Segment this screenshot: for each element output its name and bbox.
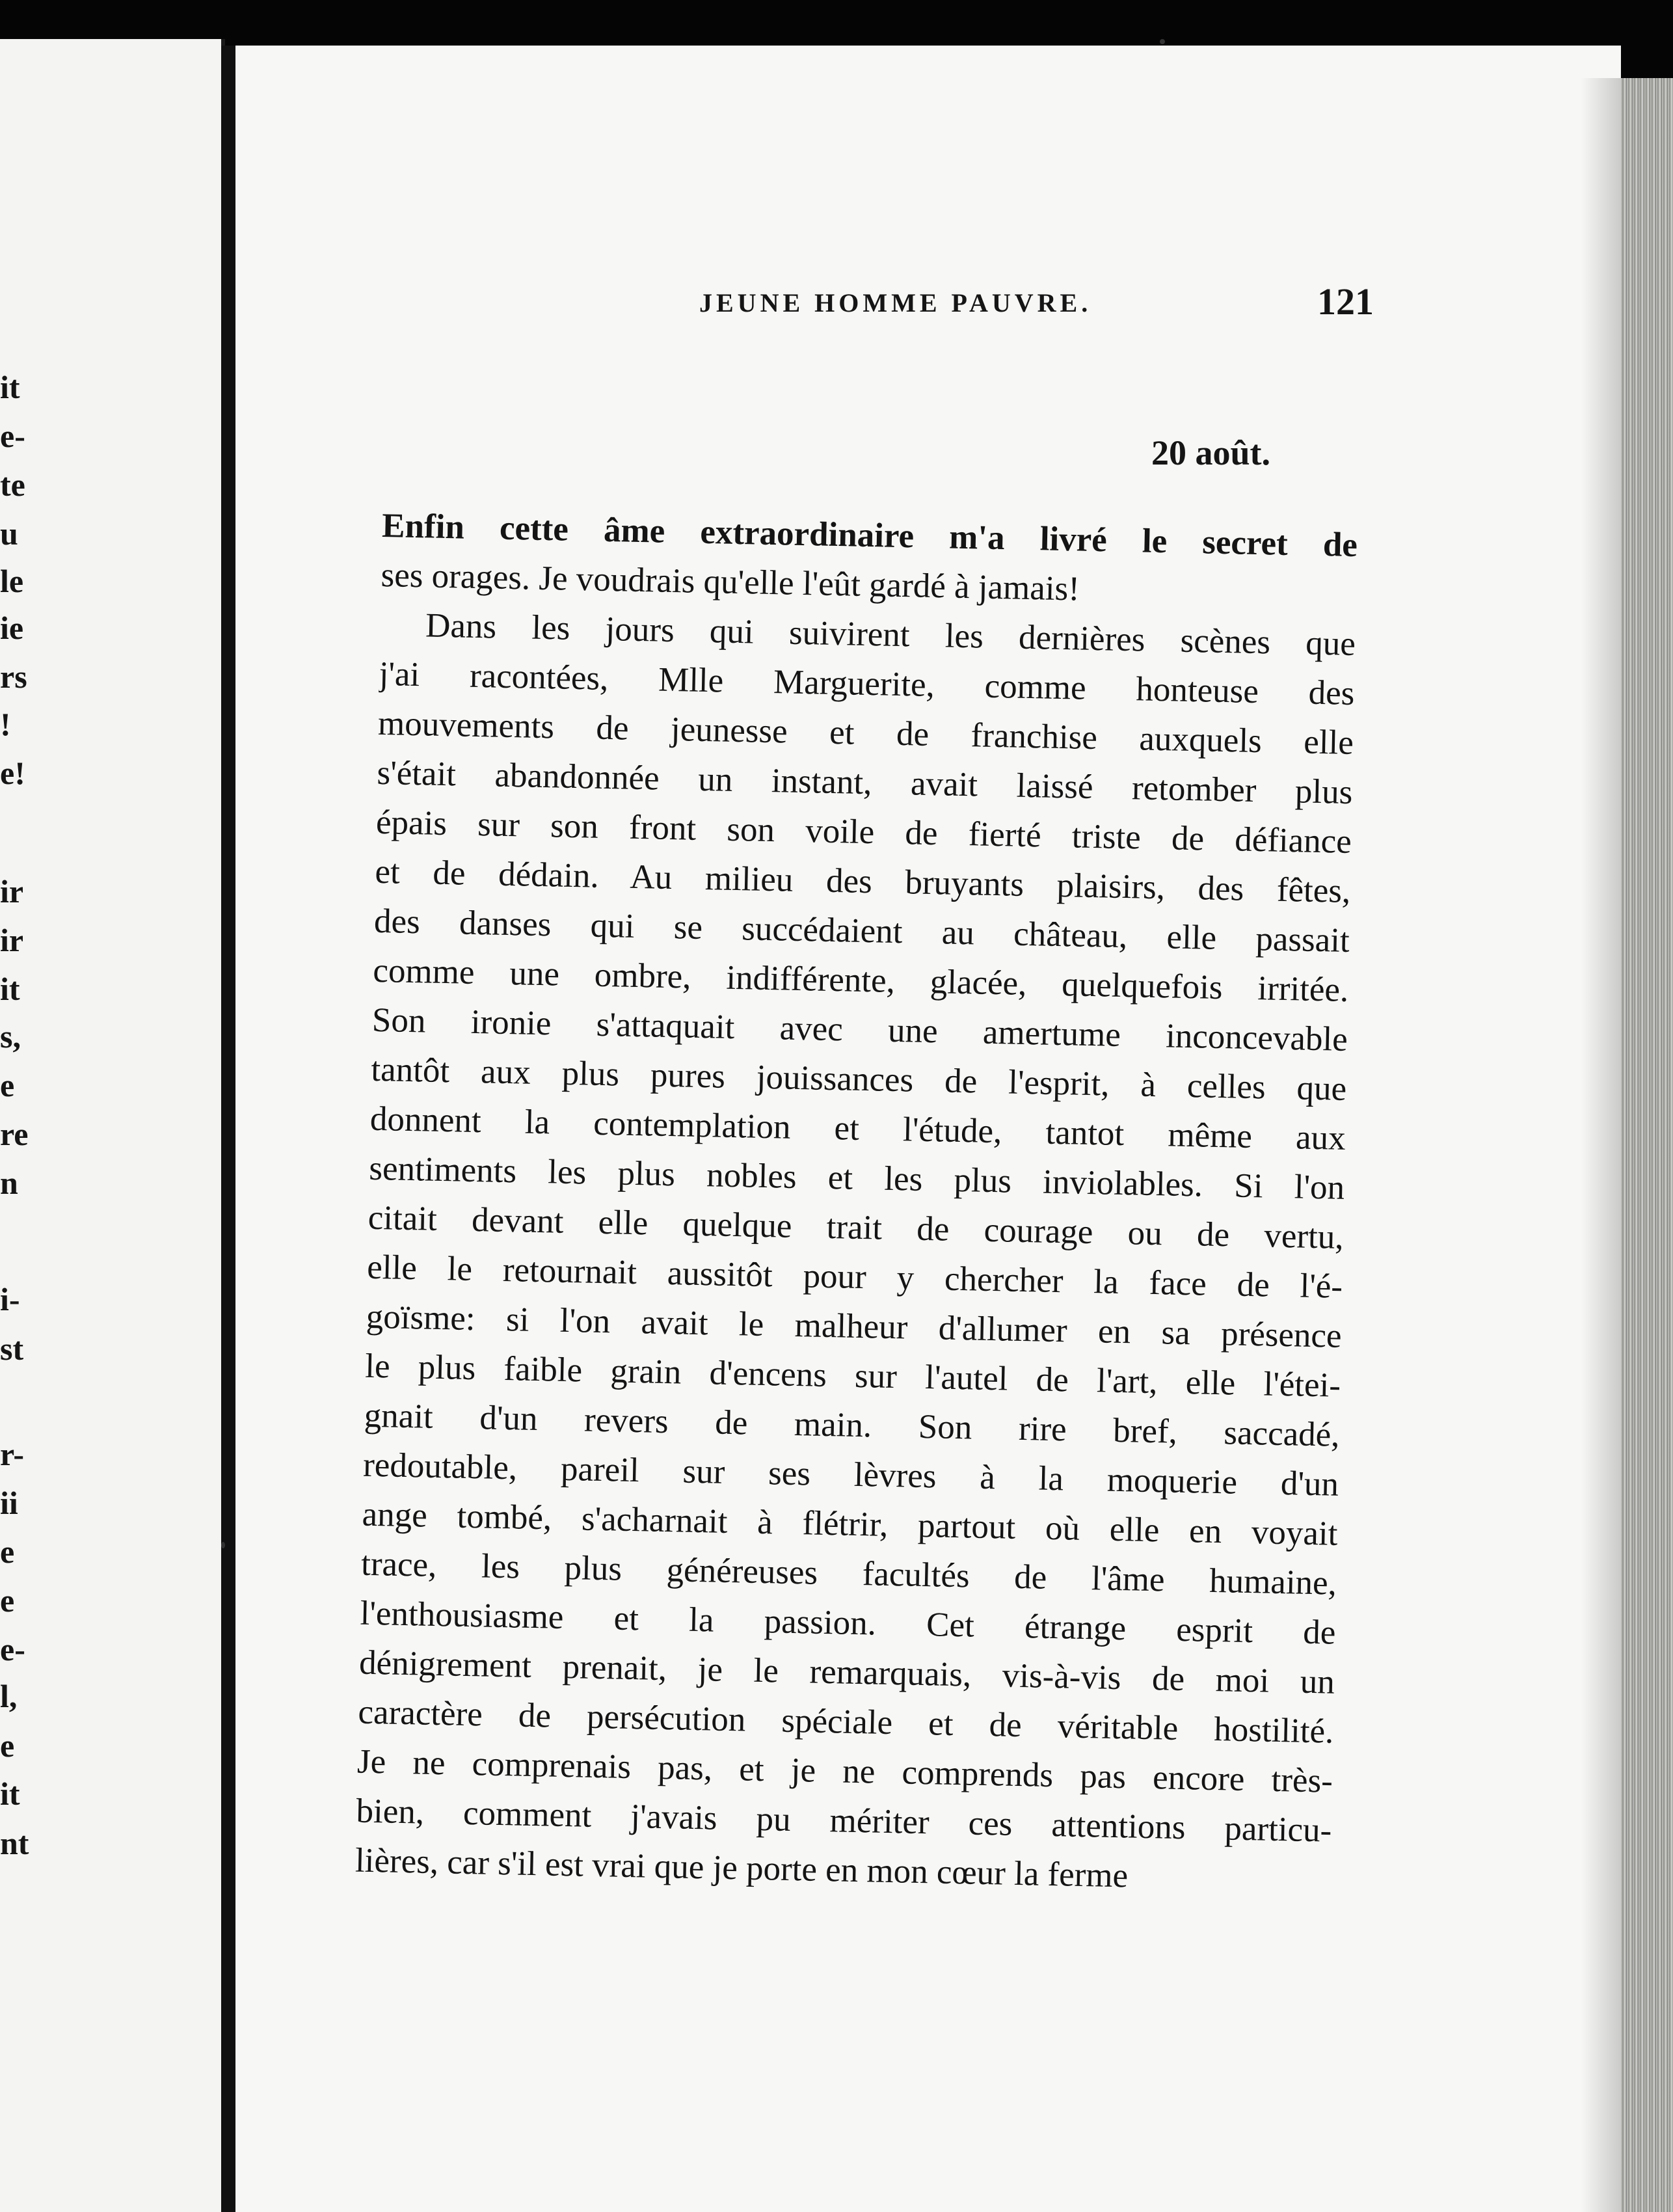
- previous-page-line-endings: [0, 39, 221, 2212]
- previous-page-fragment: it: [0, 1775, 20, 1812]
- previous-page-fragment: re: [0, 1116, 29, 1152]
- text-line: comme une ombre, indifférente, glacée, quelquefois irritée.: [372, 951, 1349, 1009]
- text-line: goïsme: si l'on avait le malheur d'allumer en sa présence: [366, 1297, 1343, 1355]
- dust-speck: [221, 1542, 225, 1548]
- running-title: JEUNE HOMME PAUVRE.: [699, 288, 1092, 317]
- text-line: trace, les plus généreuses facultés de l'âme humaine,: [360, 1544, 1337, 1602]
- dust-speck: [1160, 39, 1165, 44]
- previous-page-fragment: e: [0, 1067, 15, 1103]
- text-line: redoutable, pareil sur ses lèvres à la moquerie d'un: [362, 1446, 1339, 1504]
- previous-page-fragment: it: [0, 369, 20, 405]
- text-line: Son ironie s'attaquait avec une amertume inconcevable: [371, 1001, 1348, 1059]
- page-number: 121: [1317, 280, 1374, 323]
- text-line: dénigrement prenait, je le remarquais, vis-à-vis de moi un: [358, 1643, 1335, 1701]
- text-line: épais sur son front son voile de fierté triste de défiance: [375, 803, 1352, 861]
- previous-page-fragment: u: [0, 515, 18, 552]
- text-line: j'ai racontées, Mlle Marguerite, comme honteuse des: [379, 654, 1355, 713]
- entry-date: 20 août.: [1151, 433, 1271, 472]
- previous-page-fragment: e!: [0, 755, 25, 791]
- text-line: caractère de persécution spéciale et de véritable hostilité.: [358, 1693, 1334, 1751]
- previous-page-fragment: nt: [0, 1825, 29, 1861]
- previous-page-fragment: ie: [0, 610, 24, 646]
- text-line: s'était abandonnée un instant, avait laissé retomber plus: [377, 753, 1353, 812]
- text-line: mouvements de jeunesse et de franchise auxquels elle: [377, 704, 1354, 762]
- previous-page-fragment: st: [0, 1330, 24, 1367]
- previous-page-fragment: l,: [0, 1678, 18, 1714]
- previous-page-fragment: n: [0, 1165, 18, 1201]
- text-line: le plus faible grain d'encens sur l'autel de l'art, elle l'étei-: [364, 1347, 1341, 1405]
- previous-page-fragment: le: [0, 563, 24, 599]
- text-line: et de dédain. Au milieu des bruyants plaisirs, des fêtes,: [374, 852, 1351, 910]
- previous-page-fragment: i-: [0, 1281, 20, 1317]
- previous-page-fragment: it: [0, 971, 20, 1007]
- text-line: elle le retournait aussitôt pour y chercher la face de l'é-: [366, 1248, 1343, 1306]
- text-line: citait devant elle quelque trait de courage ou de vertu,: [368, 1198, 1345, 1256]
- text-line: tantôt aux plus pures jouissances de l'esprit, à celles que: [370, 1050, 1347, 1108]
- previous-page-fragment: rs: [0, 658, 27, 695]
- text-line: Enfin cette âme extraordinaire m'a livré le secret de: [381, 506, 1358, 565]
- previous-page-fragment: s,: [0, 1018, 21, 1055]
- previous-page-fragment: e: [0, 1727, 15, 1764]
- previous-page-edge: [0, 39, 225, 2212]
- page-edge-shadow: [1581, 78, 1621, 2212]
- text-line: lières, car s'il est vrai que je porte en mon cœur la ferme: [355, 1841, 1129, 1895]
- previous-page-fragment: !: [0, 706, 11, 742]
- text-line: gnait d'un revers de main. Son rire bref, saccadé,: [364, 1396, 1341, 1454]
- body-text: [355, 501, 1358, 1905]
- previous-page-fragment: e-: [0, 418, 25, 454]
- text-line: bien, comment j'avais pu mériter ces attentions particu-: [355, 1792, 1332, 1850]
- previous-page-fragment: e: [0, 1533, 15, 1570]
- previous-page-fragment: ii: [0, 1485, 18, 1521]
- text-line: Je ne comprenais pas, et je ne comprends pas encore très-: [356, 1742, 1333, 1800]
- text-line: ange tombé, s'acharnait à flétrir, partout où elle en voyait: [362, 1495, 1339, 1553]
- text-line: ses orages. Je voudrais qu'elle l'eût gardé à jamais!: [381, 556, 1080, 608]
- previous-page-fragment: e-: [0, 1631, 25, 1667]
- text-line: sentiments les plus nobles et les plus inviolables. Si l'on: [368, 1149, 1345, 1207]
- book-gutter: [221, 46, 235, 2212]
- text-line: des danses qui se succédaient au château, elle passait: [373, 902, 1350, 960]
- previous-page-fragment: te: [0, 466, 25, 503]
- previous-page-fragment: r-: [0, 1436, 24, 1472]
- text-line: donnent la contemplation et l'étude, tantot même aux: [369, 1099, 1346, 1157]
- text-line: l'enthousiasme et la passion. Cet étrange esprit de: [360, 1594, 1336, 1652]
- previous-page-fragment: ir: [0, 922, 24, 958]
- text-line: Dans les jours qui suivirent les dernières scènes que: [425, 606, 1356, 664]
- previous-page-fragment: ir: [0, 873, 24, 910]
- previous-page-fragment: e: [0, 1582, 15, 1619]
- page-stack-edges: [1621, 78, 1673, 2212]
